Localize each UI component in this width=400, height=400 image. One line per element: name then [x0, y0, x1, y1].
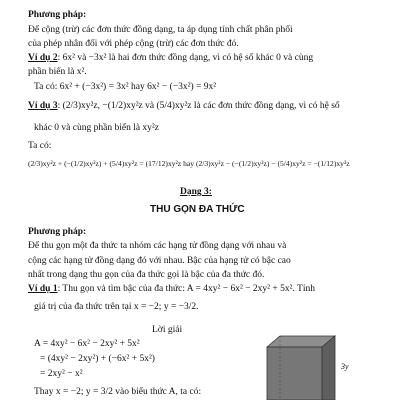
- solution-step-1: A = 4xy² − 6x² − 2xy² + 5x²: [34, 339, 140, 349]
- example-1-label: Ví dụ 1: [28, 284, 58, 294]
- box-side-face: [322, 336, 335, 400]
- solution-step-2: = (4xy² − 2xy²) + (−6x² + 5x²): [40, 354, 155, 364]
- example-3-equation: (2/3)xy²z + (−(1/2)xy²z) + (5/4)xy²z = (17/12)xy²z hay (2/3)xy²z − (−(1/2)xy²z) − (5/4)xy²z = −(1/12)xy²z: [28, 159, 350, 168]
- method-heading-2: Phương pháp:: [28, 227, 87, 237]
- example-3-line-1: [28, 100, 340, 112]
- solution-heading: Lời giải: [152, 325, 183, 335]
- example-1-text-2: giá trị của đa thức trên tại x = −2; y = −3/2.: [34, 302, 199, 312]
- box-height-label: 3y: [341, 362, 349, 371]
- example-1-text-1: : Thu gọn và tìm bậc của đa thức: A = 4xy² − 6x² − 2xy² + 5x². Tính: [57, 284, 315, 294]
- method-heading-1: Phương pháp:: [28, 10, 87, 20]
- example-2-label: Ví dụ 2: [28, 53, 58, 63]
- example-3-text-3: Ta có:: [28, 141, 52, 151]
- example-3-text-1: : (2/3)xy²z, −(1/2)xy²z và (5/4)xy²z là các đơn thức đồng dạng, vì có hệ số: [57, 101, 340, 111]
- solution-substitute: Thay x = −2; y = 3/2 vào biểu thức A, ta có:: [34, 387, 202, 397]
- method-text-2a: Để thu gọn một đa thức ta nhóm các hạng tử đồng dạng với nhau và: [28, 241, 287, 251]
- method-text-1a: Để cộng (trừ) các đơn thức đồng dạng, ta áp dụng tính chất phân phối: [28, 25, 293, 35]
- example-3-text-2: khác 0 và cùng phần biến là xy²z: [34, 123, 159, 133]
- method-text-1b: của phép nhân đối với phép cộng (trừ) các đơn thức đó.: [28, 39, 239, 49]
- box-front-face: [267, 347, 322, 400]
- solution-step-3: = 2xy² − x²: [40, 369, 83, 379]
- method-text-2b: cộng các hạng tử đồng dạng đó với nhau. Bậc của hạng tử có bậc cao: [28, 256, 291, 266]
- example-2-line-1: [28, 52, 313, 64]
- example-2-text-2: phần biến là x².: [28, 67, 87, 77]
- section-label: Dạng 3:: [180, 187, 212, 197]
- example-2-text-3: Ta có: 6x² + (−3x²) = 3x² hay 6x² − (−3x²) = 9x²: [34, 82, 217, 92]
- example-2-text-1: : 6x² và −3x² là hai đơn thức đồng dạng, vì có hệ số khác 0 và cùng: [57, 53, 314, 63]
- example-1-line-1: [28, 283, 315, 295]
- section-title: THU GỌN ĐA THỨC: [150, 204, 245, 215]
- method-text-2c: nhất trong dạng thu gọn của đa thức gọi là bậc của đa thức đó.: [28, 270, 265, 280]
- example-3-label: Ví dụ 3: [28, 101, 58, 111]
- box-figure: [255, 333, 365, 400]
